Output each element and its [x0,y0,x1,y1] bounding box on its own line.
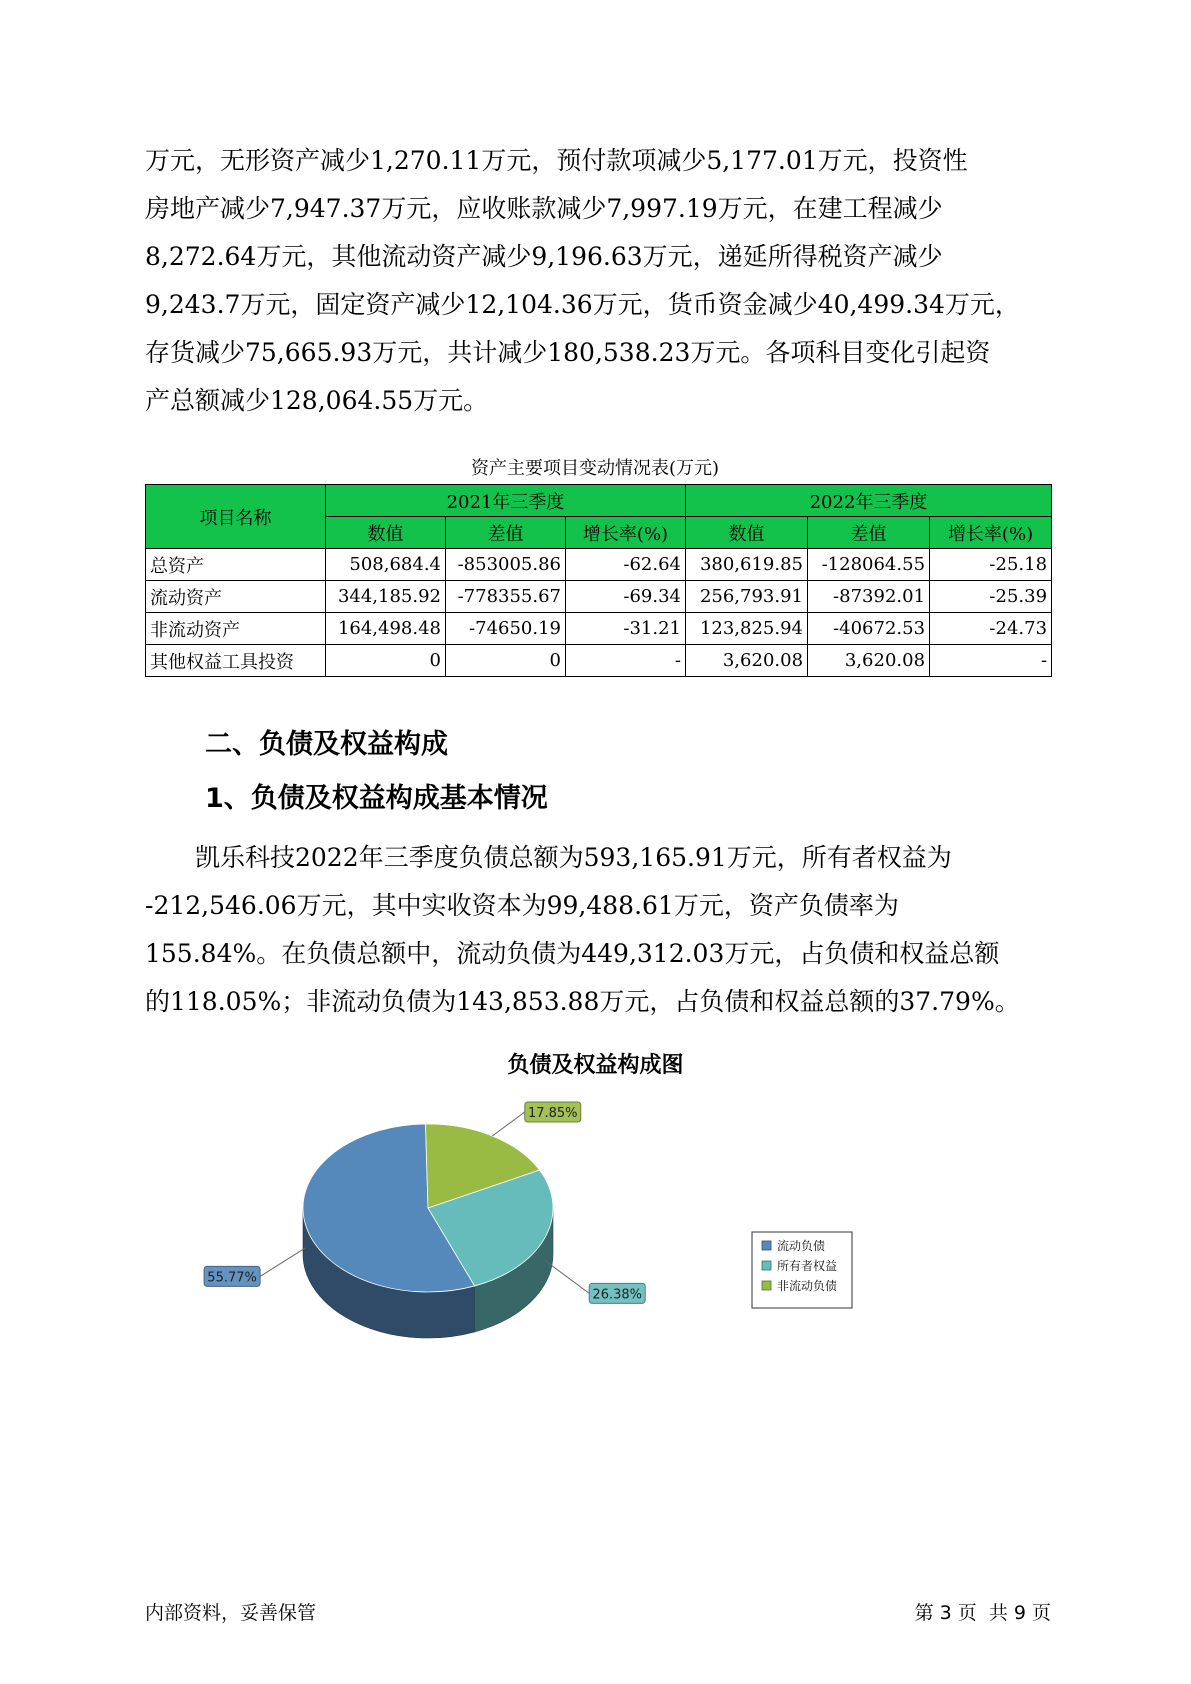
intro-line: 产总额减少128,064.55万元。 [145,386,489,415]
body-line: -212,546.06万元，其中实收资本为99,488.61万元，资产负债率为 [145,891,899,920]
cell: -40672.53 [808,613,930,645]
chart-title: 负债及权益构成图 [507,1053,684,1078]
sub-header-growth: 增长率(%) [930,517,1052,549]
cell: -87392.01 [808,581,930,613]
header-period-2022: 2022年三季度 [686,485,1052,517]
cell: 123,825.94 [686,613,808,645]
cell: -69.34 [566,581,686,613]
body-line: 凯乐科技2022年三季度负债总额为593,165.91万元，所有者权益为 [195,843,952,872]
pie-label-leader [260,1248,305,1277]
row-name: 流动资产 [146,581,326,613]
row-name: 其他权益工具投资 [146,645,326,677]
cell: 508,684.4 [326,549,446,581]
intro-paragraph [145,137,1045,425]
cell: 3,620.08 [808,645,930,677]
assets-change-table [145,484,1052,677]
sub-header-diff: 差值 [446,517,566,549]
row-name: 非流动资产 [146,613,326,645]
legend-swatch [762,1281,771,1290]
legend-swatch [762,1241,771,1250]
cell: -31.21 [566,613,686,645]
sub-header-value: 数值 [326,517,446,549]
cell: -74650.19 [446,613,566,645]
header-period-2021: 2021年三季度 [326,485,686,517]
intro-line: 存货减少75,665.93万元，共计减少180,538.23万元。各项科目变化引起资 [145,338,991,367]
pie-data-label: 55.77% [207,1270,257,1286]
cell: - [930,645,1052,677]
section-heading: 二、负债及权益构成 [205,729,448,760]
pie-chart [0,1080,1191,1400]
table-row [146,645,1052,677]
legend-swatch [762,1261,771,1270]
cell: -24.73 [930,613,1052,645]
cell: -778355.67 [446,581,566,613]
pie-label-leader [492,1112,524,1136]
header-item-name: 项目名称 [146,485,326,549]
pie-data-label: 17.85% [527,1105,578,1121]
body-paragraph [145,834,1045,1026]
sub-header-diff: 差值 [808,517,930,549]
table-caption: 资产主要项目变动情况表(万元) [470,458,720,479]
cell: 344,185.92 [326,581,446,613]
subsection-heading: 1、负债及权益构成基本情况 [205,783,548,814]
table-row [146,549,1052,581]
sub-header-value: 数值 [686,517,808,549]
legend-label: 流动负债 [777,1239,826,1253]
footer-left: 内部资料，妥善保管 [145,1602,317,1624]
cell: 380,619.85 [686,549,808,581]
cell: -128064.55 [808,549,930,581]
cell: - [566,645,686,677]
cell: 164,498.48 [326,613,446,645]
intro-line: 房地产减少7,947.37万元，应收账款减少7,997.19万元，在建工程减少 [145,194,943,223]
cell: 0 [446,645,566,677]
footer-right: 第 3 页 共 9 页 [914,1602,1051,1624]
row-name: 总资产 [146,549,326,581]
cell: -62.64 [566,549,686,581]
cell: -25.18 [930,549,1052,581]
intro-line: 万元，无形资产减少1,270.11万元，预付款项减少5,177.01万元，投资性 [145,146,968,175]
intro-line: 9,243.7万元，固定资产减少12,104.36万元，货币资金减少40,499.34万元， [145,290,1020,319]
cell: 256,793.91 [686,581,808,613]
pie-label-leader [545,1261,589,1294]
pie-data-label: 26.38% [592,1287,643,1303]
legend-label: 非流动负债 [777,1279,838,1293]
cell: 3,620.08 [686,645,808,677]
cell: -25.39 [930,581,1052,613]
body-line: 155.84%。在负债总额中，流动负债为449,312.03万元，占负债和权益总额 [145,939,1000,968]
sub-header-growth: 增长率(%) [566,517,686,549]
cell: -853005.86 [446,549,566,581]
table-row [146,613,1052,645]
body-line: 的118.05%；非流动负债为143,853.88万元，占负债和权益总额的37.79%。 [145,987,1020,1016]
legend-label: 所有者权益 [777,1259,838,1273]
table-row [146,581,1052,613]
cell: 0 [326,645,446,677]
intro-line: 8,272.64万元，其他流动资产减少9,196.63万元，递延所得税资产减少 [145,242,943,271]
